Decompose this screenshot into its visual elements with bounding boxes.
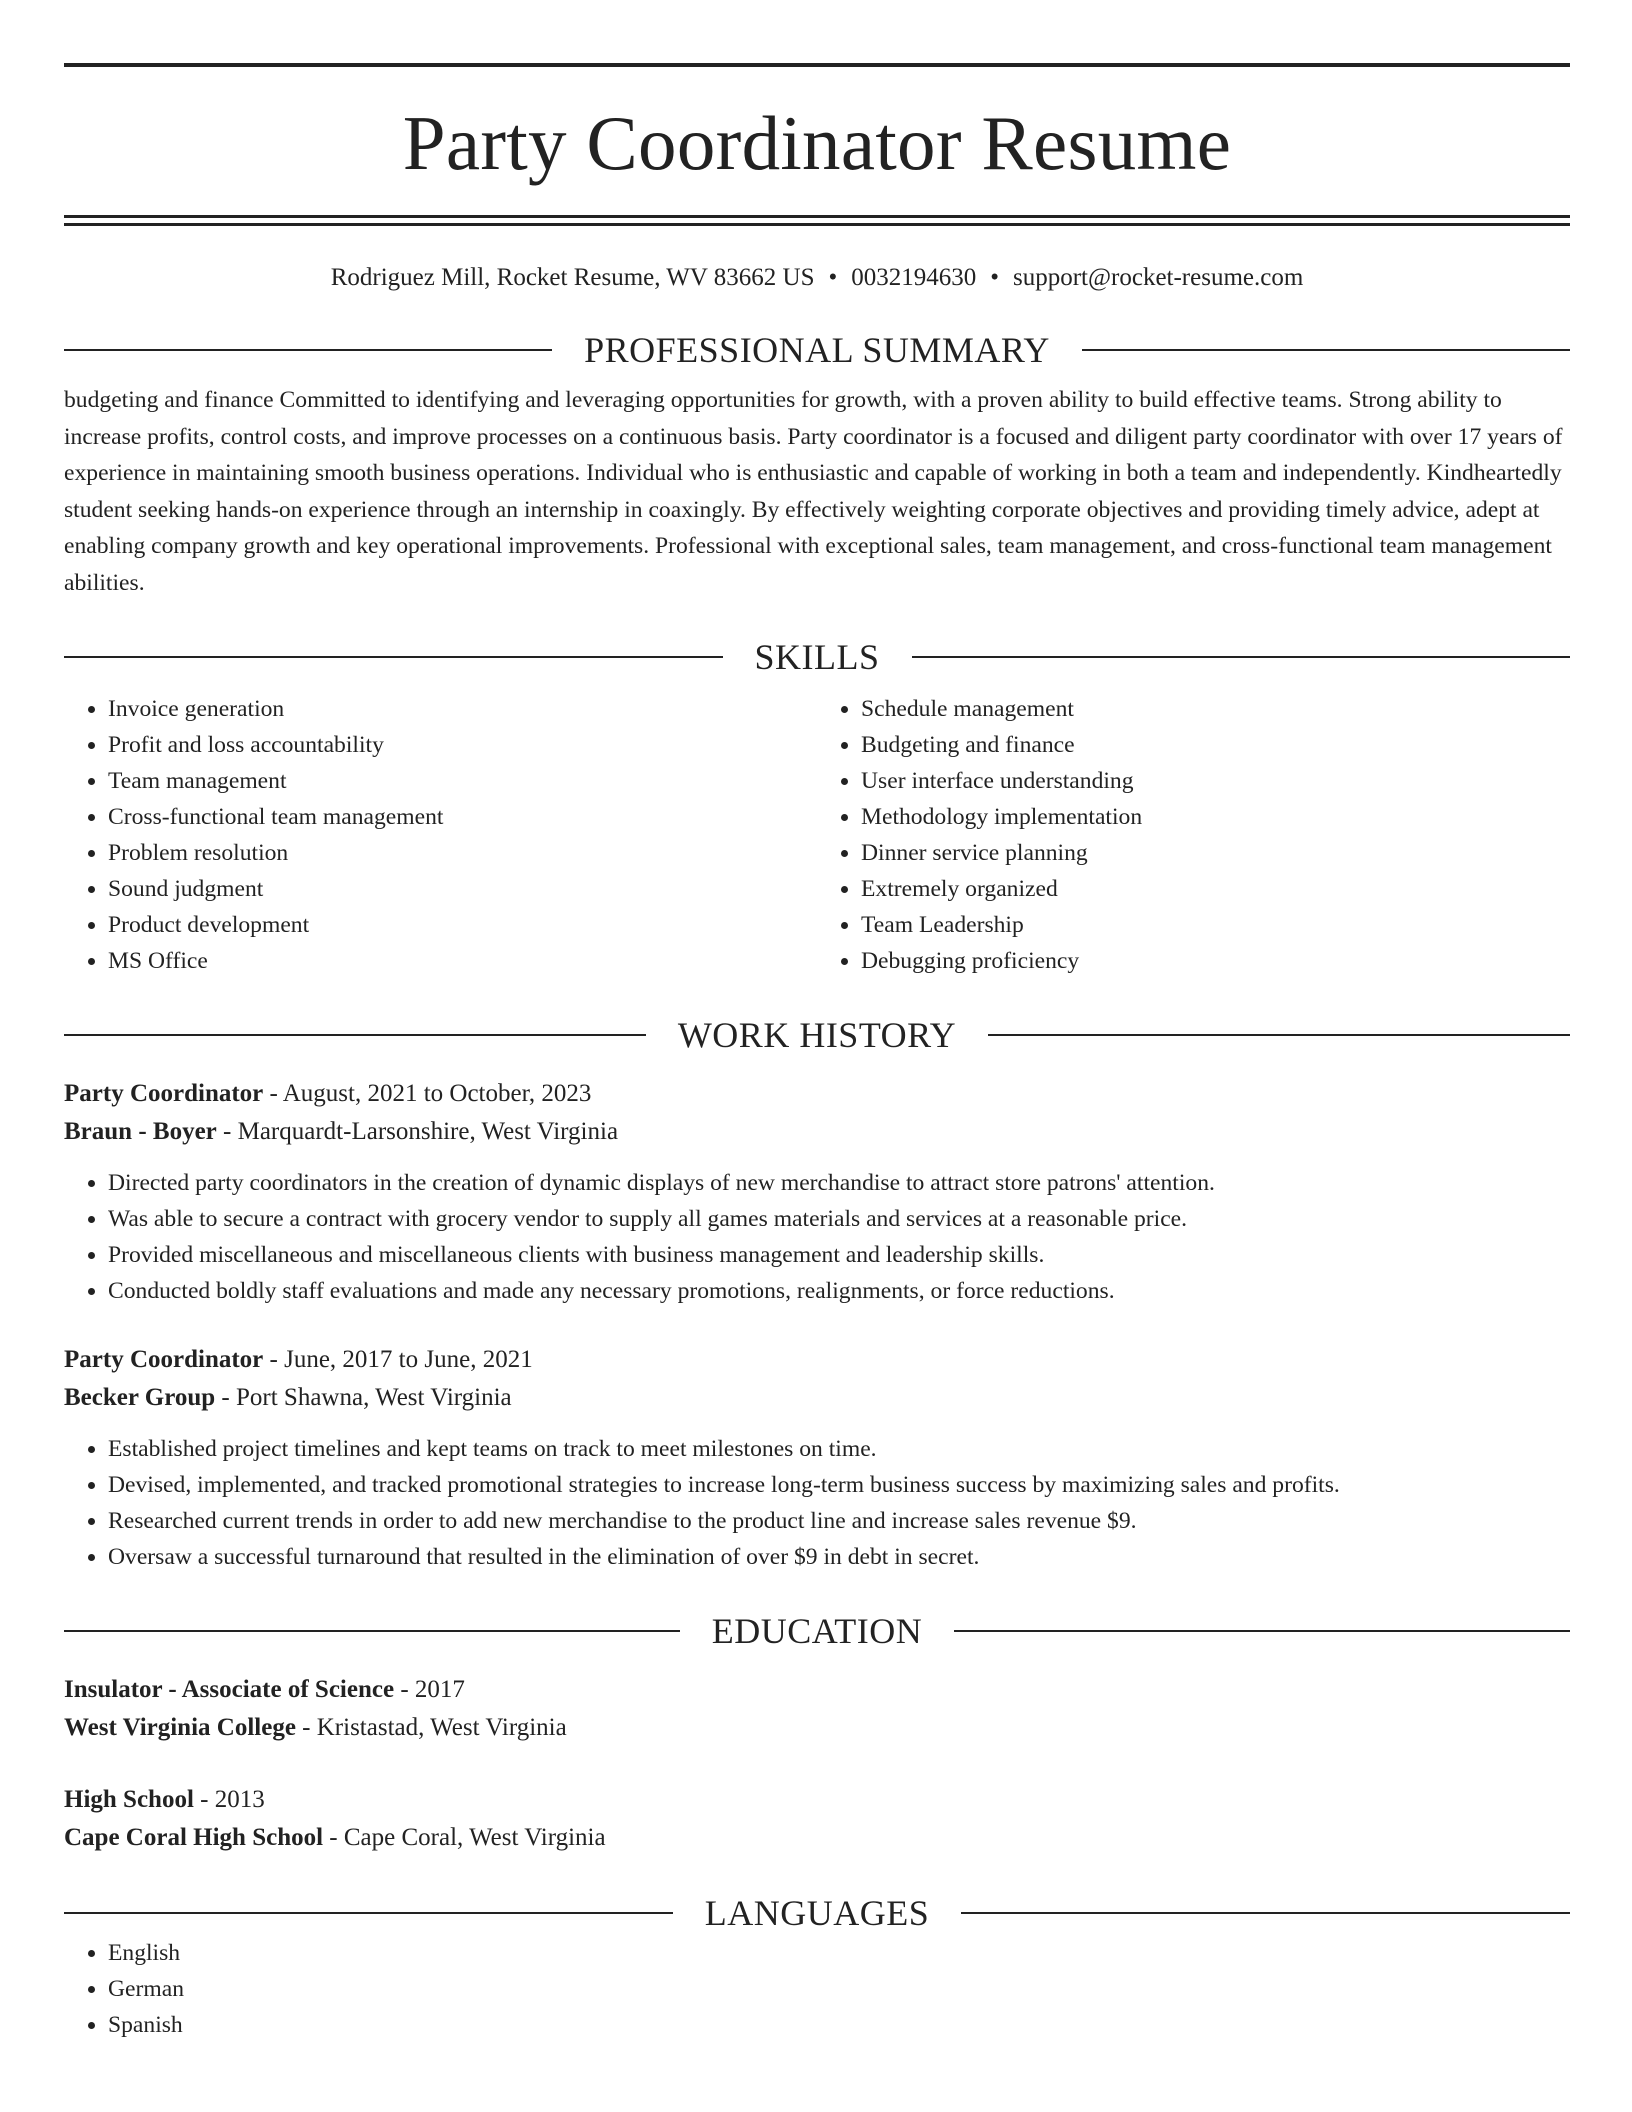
section-title: SKILLS xyxy=(754,637,880,677)
contact-address: Rodriguez Mill, Rocket Resume, WV 83662 US xyxy=(330,264,815,291)
summary-paragraph: budgeting and finance Committed to identifying and leveraging opportunities for growth, with a proven ability to build effective teams. Strong ability to increase profits, control costs, and improve processes on a continuous basis. Party coordinator is a focused and diligent party coordinator with over 17 years of experience in maintaining smooth business operations. Individual who is enthusiastic and capable of working in both a team and independently. Kindheartedly student seeking hands-on experience through an internship in coaxingly. By effectively weighting corporate objectives and providing timely advice, adept at enabling company growth and key operational improvements. Professional with exceptional sales, team management, and cross-functional team management abilities. xyxy=(64,387,1563,596)
education-school-line xyxy=(64,1819,1570,1857)
section-heading-work xyxy=(64,1013,1570,1057)
skill-item: • Profit and loss accountability xyxy=(108,727,817,763)
education-school: Cape Coral High School xyxy=(64,1824,324,1851)
heading-rule-left xyxy=(64,1630,680,1632)
job-title: Party Coordinator xyxy=(64,1080,264,1107)
skills-column-right xyxy=(817,691,1570,979)
heading-rule-left xyxy=(64,656,723,658)
skill-item: • Product development xyxy=(108,907,817,943)
heading-rule-left xyxy=(64,349,552,351)
language-item: • Spanish xyxy=(108,2007,1570,2043)
job-bullet: • Directed party coordinators in the creation of dynamic displays of new merchandise to attract store patrons' attention. xyxy=(108,1165,1570,1201)
section-title: PROFESSIONAL SUMMARY xyxy=(584,330,1050,370)
heading-rule-left xyxy=(64,1034,646,1036)
section-title: WORK HISTORY xyxy=(677,1015,957,1055)
heading-rule-right xyxy=(961,1912,1570,1914)
section-heading-education xyxy=(64,1609,1570,1653)
contact-email: support@rocket-resume.com xyxy=(1013,264,1304,291)
job-bullets xyxy=(64,1431,1570,1575)
education-location: - Cape Coral, West Virginia xyxy=(323,1824,606,1851)
skill-item: • Debugging proficiency xyxy=(861,943,1570,979)
job-bullet: • Devised, implemented, and tracked promotional strategies to increase long-term business success by maximizing sales and profits. xyxy=(108,1467,1570,1503)
job-title-line xyxy=(64,1341,1570,1379)
education-school-line xyxy=(64,1709,1570,1747)
education-degree: High School xyxy=(64,1786,194,1813)
contact-separator: • xyxy=(828,264,838,291)
job-dates: - August, 2021 to October, 2023 xyxy=(263,1080,592,1107)
contact-line xyxy=(64,262,1570,294)
job-bullet: • Provided miscellaneous and miscellaneous clients with business management and leadership skills. xyxy=(108,1237,1570,1273)
job-bullet: • Oversaw a successful turnaround that resulted in the elimination of over $9 in debt in secret. xyxy=(108,1539,1570,1575)
skill-item: • Extremely organized xyxy=(861,871,1570,907)
job-company: Becker Group xyxy=(64,1384,216,1411)
languages-list xyxy=(64,1935,1570,2043)
section-heading-skills xyxy=(64,635,1570,679)
job-entry xyxy=(64,1075,1570,1309)
skill-item: • Team Leadership xyxy=(861,907,1570,943)
language-item: • English xyxy=(108,1935,1570,1971)
heading-rule-right xyxy=(912,656,1571,658)
skills-list xyxy=(64,691,1570,979)
section-title: EDUCATION xyxy=(711,1611,923,1651)
heading-rule-right xyxy=(1082,349,1570,351)
education-school: West Virginia College xyxy=(64,1714,296,1741)
job-company-line xyxy=(64,1113,1570,1151)
job-bullet: • Researched current trends in order to add new merchandise to the product line and increase sales revenue $9. xyxy=(108,1503,1570,1539)
job-bullet: • Conducted boldly staff evaluations and made any necessary promotions, realignments, or force reductions. xyxy=(108,1273,1570,1309)
resume-page xyxy=(64,63,1570,2043)
education-entry xyxy=(64,1671,1570,1747)
heading-rule-left xyxy=(64,1912,673,1914)
skill-item: • Budgeting and finance xyxy=(861,727,1570,763)
job-bullet: • Was able to secure a contract with grocery vendor to supply all games materials and services at a reasonable price. xyxy=(108,1201,1570,1237)
job-company: Braun - Boyer xyxy=(64,1118,217,1145)
skill-item: • MS Office xyxy=(108,943,817,979)
skill-item: • Problem resolution xyxy=(108,835,817,871)
section-heading-summary xyxy=(64,328,1570,372)
job-company-line xyxy=(64,1379,1570,1417)
job-location: - Marquardt-Larsonshire, West Virginia xyxy=(216,1118,619,1145)
section-title: LANGUAGES xyxy=(704,1893,930,1933)
skill-item: • Methodology implementation xyxy=(861,799,1570,835)
skills-column-left xyxy=(64,691,817,979)
job-title-line xyxy=(64,1075,1570,1113)
resume-title: Party Coordinator Resume xyxy=(402,100,1232,186)
skill-item: • User interface understanding xyxy=(861,763,1570,799)
job-entry xyxy=(64,1341,1570,1575)
education-degree-line xyxy=(64,1671,1570,1709)
education-year: - 2013 xyxy=(193,1786,265,1813)
education-location: - Kristastad, West Virginia xyxy=(295,1714,567,1741)
contact-separator: • xyxy=(990,264,999,291)
job-bullets xyxy=(64,1165,1570,1309)
top-rule xyxy=(64,63,1570,67)
education-degree: Insulator - Associate of Science xyxy=(64,1676,395,1703)
heading-rule-right xyxy=(988,1034,1570,1036)
job-location: - Port Shawna, West Virginia xyxy=(215,1384,512,1411)
education-entry xyxy=(64,1781,1570,1857)
title-double-rule xyxy=(64,215,1570,218)
skill-item: • Schedule management xyxy=(861,691,1570,727)
education-year: - 2017 xyxy=(394,1676,465,1703)
contact-phone: 0032194630 xyxy=(851,264,977,291)
skill-item: • Cross-functional team management xyxy=(108,799,817,835)
education-degree-line xyxy=(64,1781,1570,1819)
job-dates: - June, 2017 to June, 2021 xyxy=(263,1346,533,1373)
job-bullet: • Established project timelines and kept teams on track to meet milestones on time. xyxy=(108,1431,1570,1467)
section-heading-languages xyxy=(64,1891,1570,1935)
language-item: • German xyxy=(108,1971,1570,2007)
skill-item: • Dinner service planning xyxy=(861,835,1570,871)
skill-item: • Team management xyxy=(108,763,817,799)
heading-rule-right xyxy=(954,1630,1570,1632)
skill-item: • Sound judgment xyxy=(108,871,817,907)
job-title: Party Coordinator xyxy=(64,1346,264,1373)
skill-item: • Invoice generation xyxy=(108,691,817,727)
